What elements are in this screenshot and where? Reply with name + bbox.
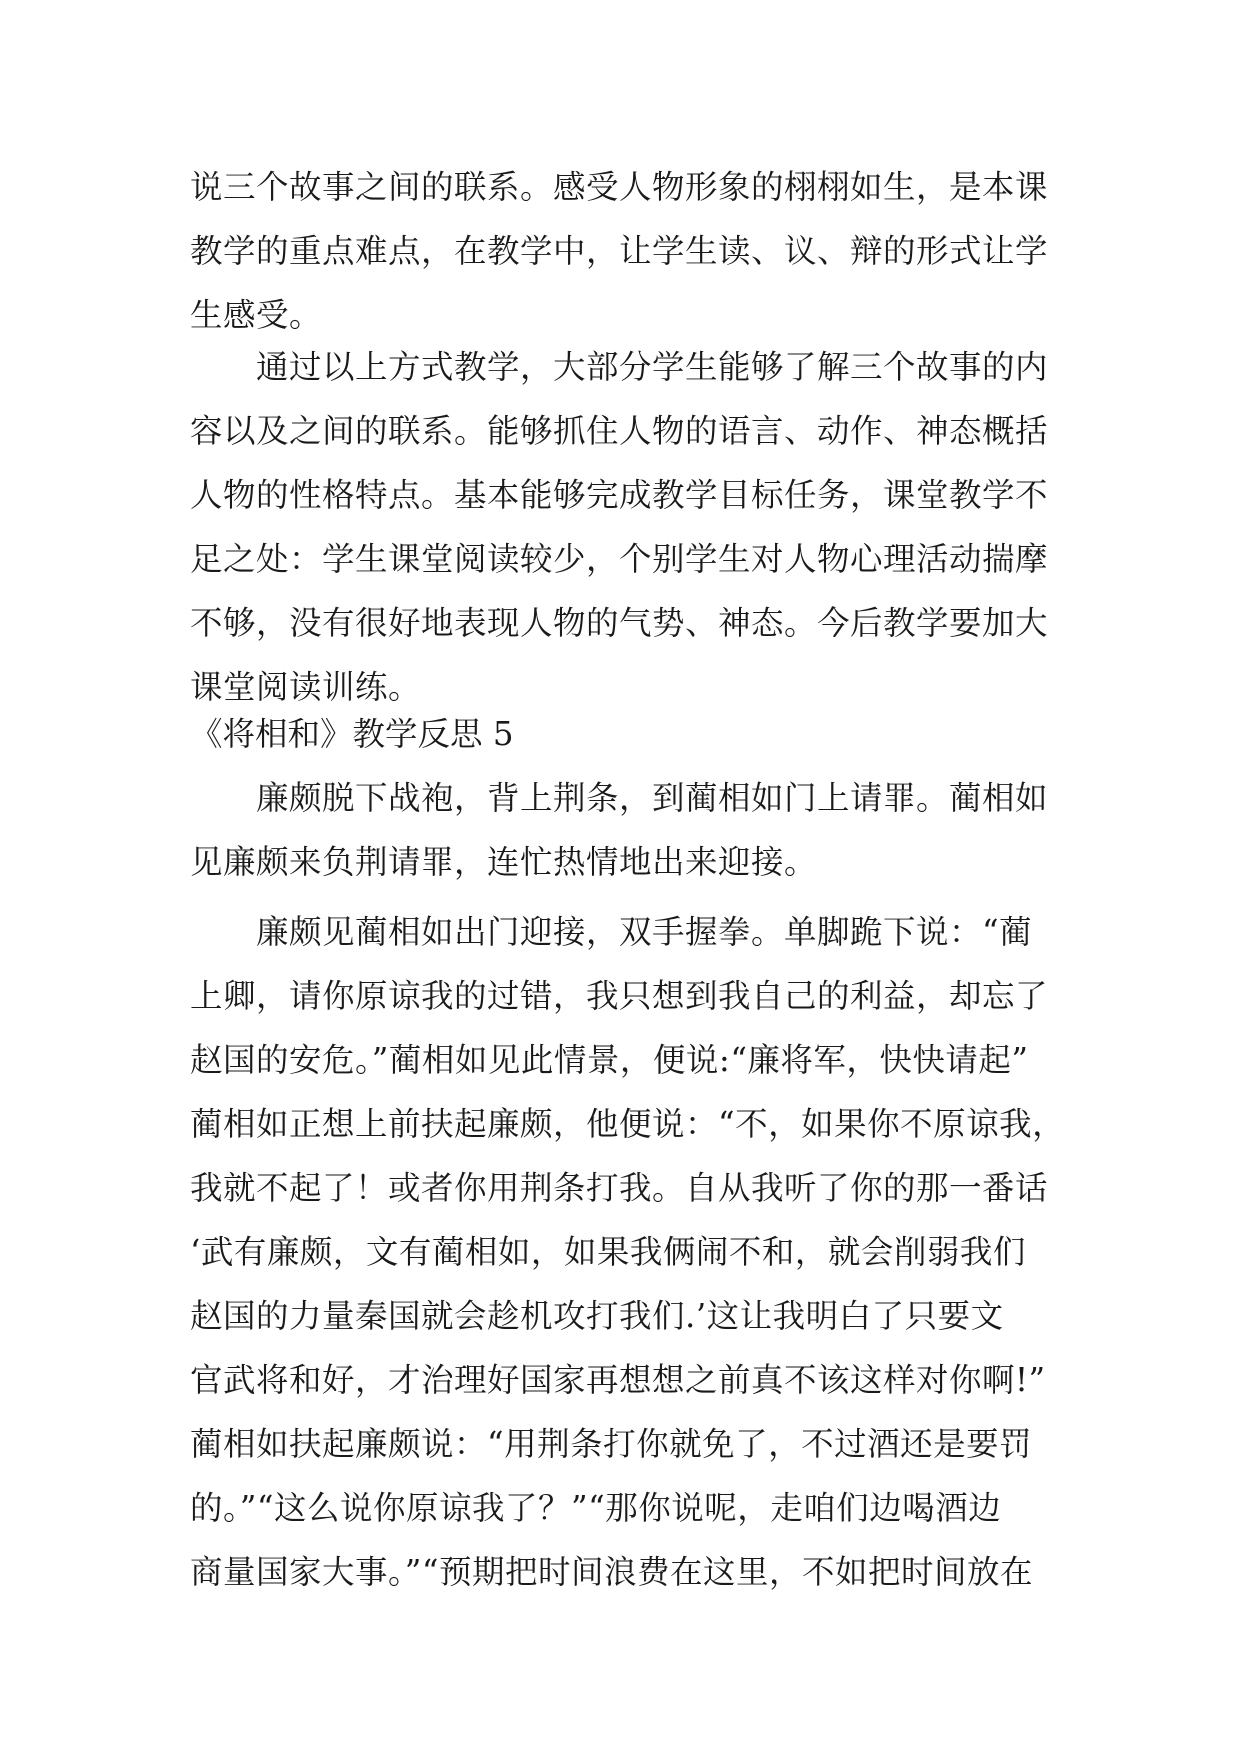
text-line: 商量国家大事。”“预期把时间浪费在这里，不如把时间放在	[190, 1553, 1033, 1591]
text-line: 上卿，请你原谅我的过错，我只想到我自己的利益，却忘了	[190, 977, 1049, 1015]
text-line: 赵国的安危。”蔺相如见此情景，便说:“廉将军，快快请起”	[190, 1041, 1029, 1079]
text-line: 容以及之间的联系。能够抓住人物的语言、动作、神态概括	[190, 412, 1049, 450]
text-line: 廉颇脱下战袍，背上荆条，到蔺相如门上请罪。蔺相如	[190, 779, 1049, 817]
text-line: 蔺相如正想上前扶起廉颇，他便说：“不，如果你不原谅我，	[190, 1105, 1066, 1143]
text-line: 见廉颇来负荆请罪，连忙热情地出来迎接。	[190, 843, 818, 881]
text-line: 廉颇见蔺相如出门迎接，双手握拳。单脚跪下说：“蔺	[190, 913, 1033, 951]
section-heading: 《将相和》教学反思 5	[190, 715, 514, 753]
text-line: 说三个故事之间的联系。感受人物形象的栩栩如生，是本课	[190, 168, 1049, 206]
text-line: 通过以上方式教学，大部分学生能够了解三个故事的内	[190, 348, 1049, 386]
text-line: 赵国的力量秦国就会趁机攻打我们.’这让我明白了只要文	[190, 1297, 1004, 1335]
text-line: 足之处：学生课堂阅读较少，个别学生对人物心理活动揣摩	[190, 540, 1049, 578]
text-line: 不够，没有很好地表现人物的气势、神态。今后教学要加大	[190, 604, 1049, 642]
text-line: 官武将和好，才治理好国家再想想之前真不该这样对你啊!”	[190, 1361, 1046, 1399]
paragraph-continued	[190, 155, 1050, 347]
text-line: 的。”“这么说你原谅我了？”“那你说呢，走咱们边喝酒边	[190, 1489, 1002, 1527]
paragraph-story-dialogue	[190, 900, 1066, 1604]
text-line: 我就不起了！或者你用荆条打我。自从我听了你的那一番话	[190, 1169, 1049, 1207]
text-line: 蔺相如扶起廉颇说：“用荆条打你就免了，不过酒还是要罚	[190, 1425, 1033, 1463]
text-line: 人物的性格特点。基本能够完成教学目标任务，课堂教学不	[190, 476, 1049, 514]
text-line: ‘武有廉颇，文有蔺相如，如果我俩闹不和，就会削弱我们	[190, 1233, 1026, 1271]
text-line: 生感受。	[190, 296, 323, 334]
paragraph-story-opening	[190, 766, 1050, 894]
text-line: 教学的重点难点，在教学中，让学生读、议、辩的形式让学	[190, 232, 1049, 270]
paragraph-reflection-summary	[190, 335, 1050, 719]
text-line: 课堂阅读训练。	[190, 668, 422, 706]
